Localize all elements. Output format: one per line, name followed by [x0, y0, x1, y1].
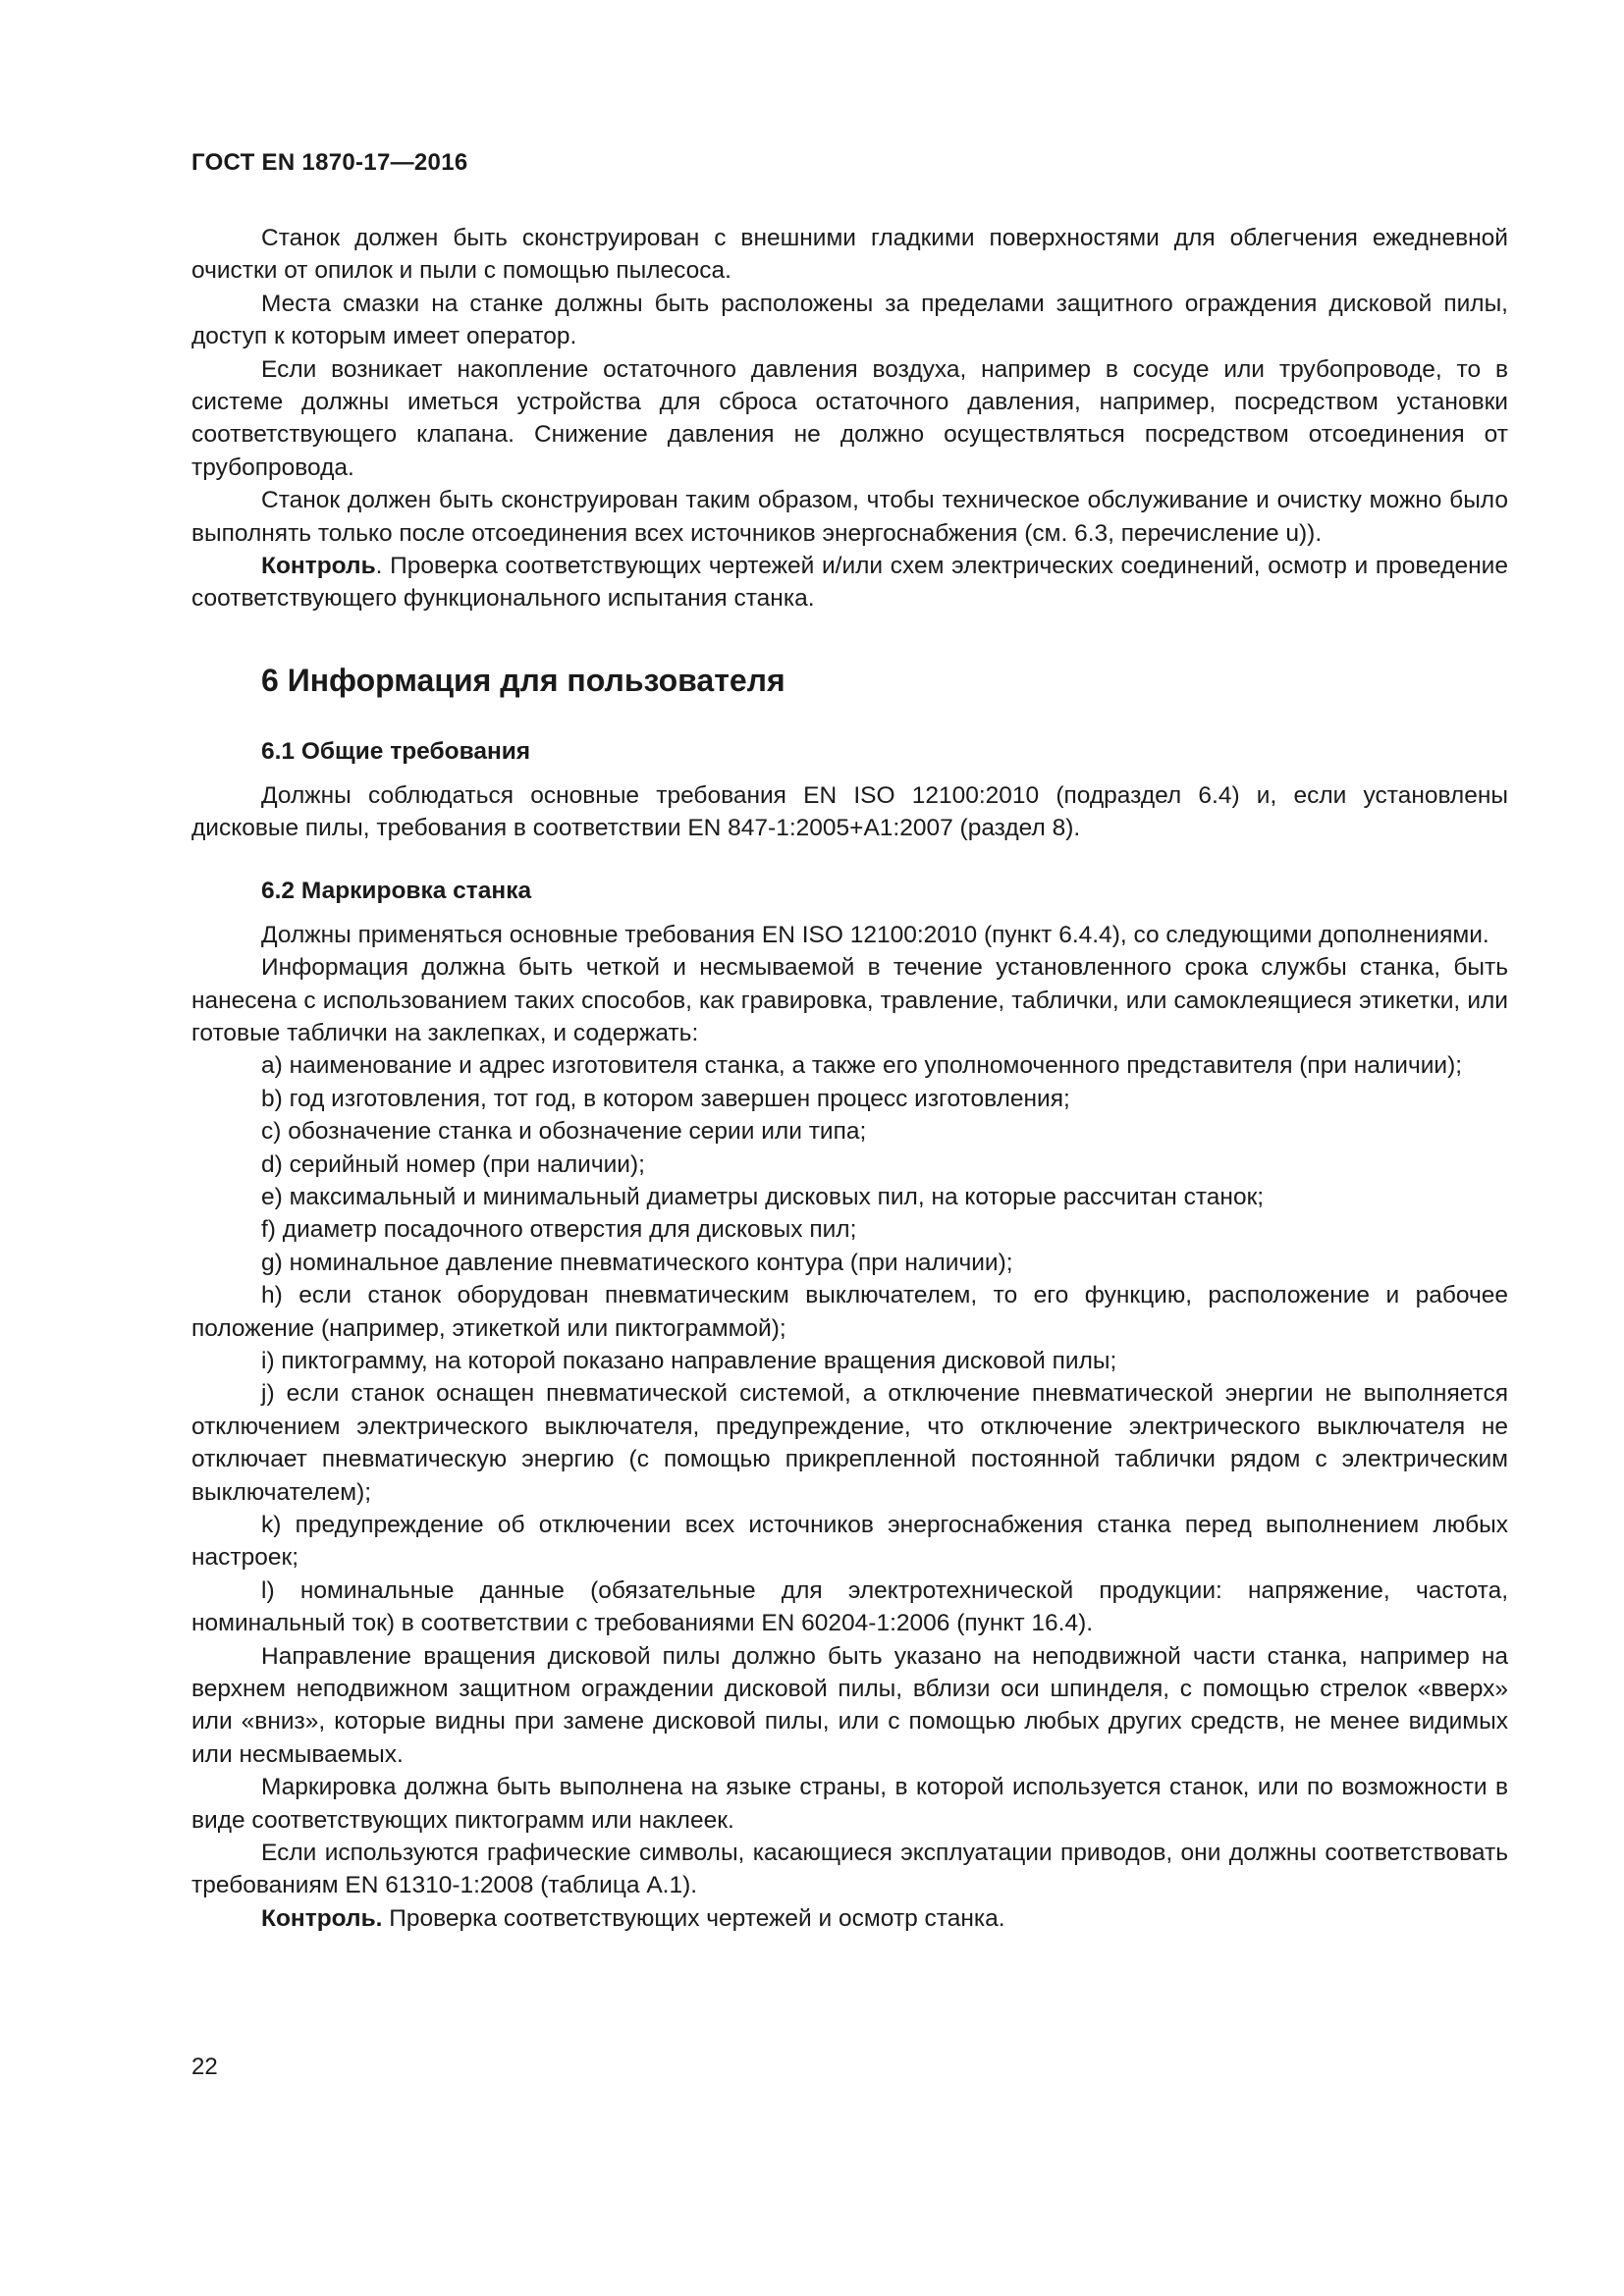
paragraph: Места смазки на станке должны быть расположены за пределами защитного ограждения дисковой пилы, доступ к которым имеет оператор.: [191, 290, 1508, 350]
list-item: j) если станок оснащен пневматической системой, а отключение пневматической энергии не выполняется отключением электрического выключателя, предупреждение, что отключение электрического выключателя не отключает пневматическую энергию (с помощью прикрепленной постоянной таблички рядом с электрическим выключателем);: [191, 1380, 1508, 1506]
list-item: d) серийный номер (при наличии);: [261, 1150, 645, 1178]
control-label: Контроль.: [261, 1904, 383, 1932]
page-number: 22: [191, 2054, 218, 2080]
paragraph: Станок должен быть сконструирован с внешними гладкими поверхностями для облегчения ежедневной очистки от опилок и пыли с помощью пылесоса.: [191, 225, 1508, 285]
list-item: k) предупреждение об отключении всех источников энергоснабжения станка перед выполнением любых настроек;: [191, 1512, 1508, 1572]
subsection-heading: 6.1 Общие требования: [261, 737, 531, 765]
control-text: . Проверка соответствующих чертежей и/или схем электрических соединений, осмотр и проведение соответствующего функционального испытания станка.: [191, 553, 1508, 613]
list-item: a) наименование и адрес изготовителя станка, а также его уполномоченного представителя (при наличии);: [261, 1052, 1463, 1080]
section-heading: 6 Информация для пользователя: [261, 662, 785, 698]
paragraph: Маркировка должна быть выполнена на языке страны, в которой используется станок, или по возможности в виде соответствующих пиктограмм или наклеек.: [191, 1774, 1508, 1834]
list-item: l) номинальные данные (обязательные для электротехнической продукции: напряжение, частота, номинальный ток) в соответствии с требованиями EN 60204-1:2006 (пункт 16.4).: [191, 1576, 1508, 1637]
paragraph: Если возникает накопление остаточного давления воздуха, например в сосуде или трубопроводе, то в системе должны иметься устройства для сброса остаточного давления, например, посредством установки соответствующего клапана. Снижение давления не должно осуществляться посредством отсоединения от трубопровода.: [191, 355, 1508, 481]
control-paragraph: [191, 1902, 1508, 1935]
list-item: e) максимальный и минимальный диаметры дисковых пил, на которые рассчитан станок;: [261, 1183, 1265, 1210]
list-item: c) обозначение станка и обозначение серии или типа;: [261, 1118, 867, 1146]
paragraph: Если используются графические символы, касающиеся эксплуатации приводов, они должны соответствовать требованиям EN 61310-1:2008 (таблица А.1).: [191, 1840, 1508, 1899]
control-text: Проверка соответствующих чертежей и осмотр станка.: [382, 1904, 1005, 1932]
paragraph: Должны соблюдаться основные требования EN ISO 12100:2010 (подраздел 6.4) и, если установлены дисковые пилы, требования в соответствии EN 847-1:2005+А1:2007 (раздел 8).: [191, 781, 1508, 842]
paragraph: Информация должна быть четкой и несмываемой в течение установленного срока службы станка, быть нанесена с использованием таких способов, как гравировка, травление, таблички, или самоклеящиеся этикетки, или готовые таблички на заклепках, и содержать:: [191, 954, 1508, 1046]
list-item: g) номинальное давление пневматического контура (при наличии);: [261, 1249, 1013, 1276]
list-item: i) пиктограмму, на которой показано направление вращения дисковой пилы;: [261, 1347, 1117, 1374]
list-item: h) если станок оборудован пневматическим выключателем, то его функцию, расположение и рабочее положение (например, этикеткой или пиктограммой);: [191, 1282, 1508, 1342]
page-body: [191, 222, 1508, 1935]
paragraph: Должны применяться основные требования EN ISO 12100:2010 (пункт 6.4.4), со следующими дополнениями.: [261, 921, 1489, 948]
list-item: b) год изготовления, тот год, в котором завершен процесс изготовления;: [261, 1085, 1070, 1112]
control-label: Контроль: [261, 553, 376, 580]
paragraph: Станок должен быть сконструирован таким образом, чтобы техническое обслуживание и очистку можно было выполнять только после отсоединения всех источников энергоснабжения (см. 6.3, перечисление u)).: [191, 487, 1508, 547]
document-code-header: ГОСТ EN 1870-17—2016: [191, 149, 468, 176]
control-paragraph: [191, 550, 1508, 615]
list-item: f) диаметр посадочного отверстия для дисковых пил;: [261, 1216, 857, 1244]
subsection-heading: 6.2 Маркировка станка: [261, 877, 532, 904]
paragraph: Направление вращения дисковой пилы должно быть указано на неподвижной части станка, например на верхнем неподвижном защитном ограждении дисковой пилы, вблизи оси шпинделя, с помощью стрелок «вверх» или «вниз», которые видны при замене дисковой пилы, или с помощью любых других средств, не менее видимых или несмываемых.: [191, 1642, 1508, 1768]
